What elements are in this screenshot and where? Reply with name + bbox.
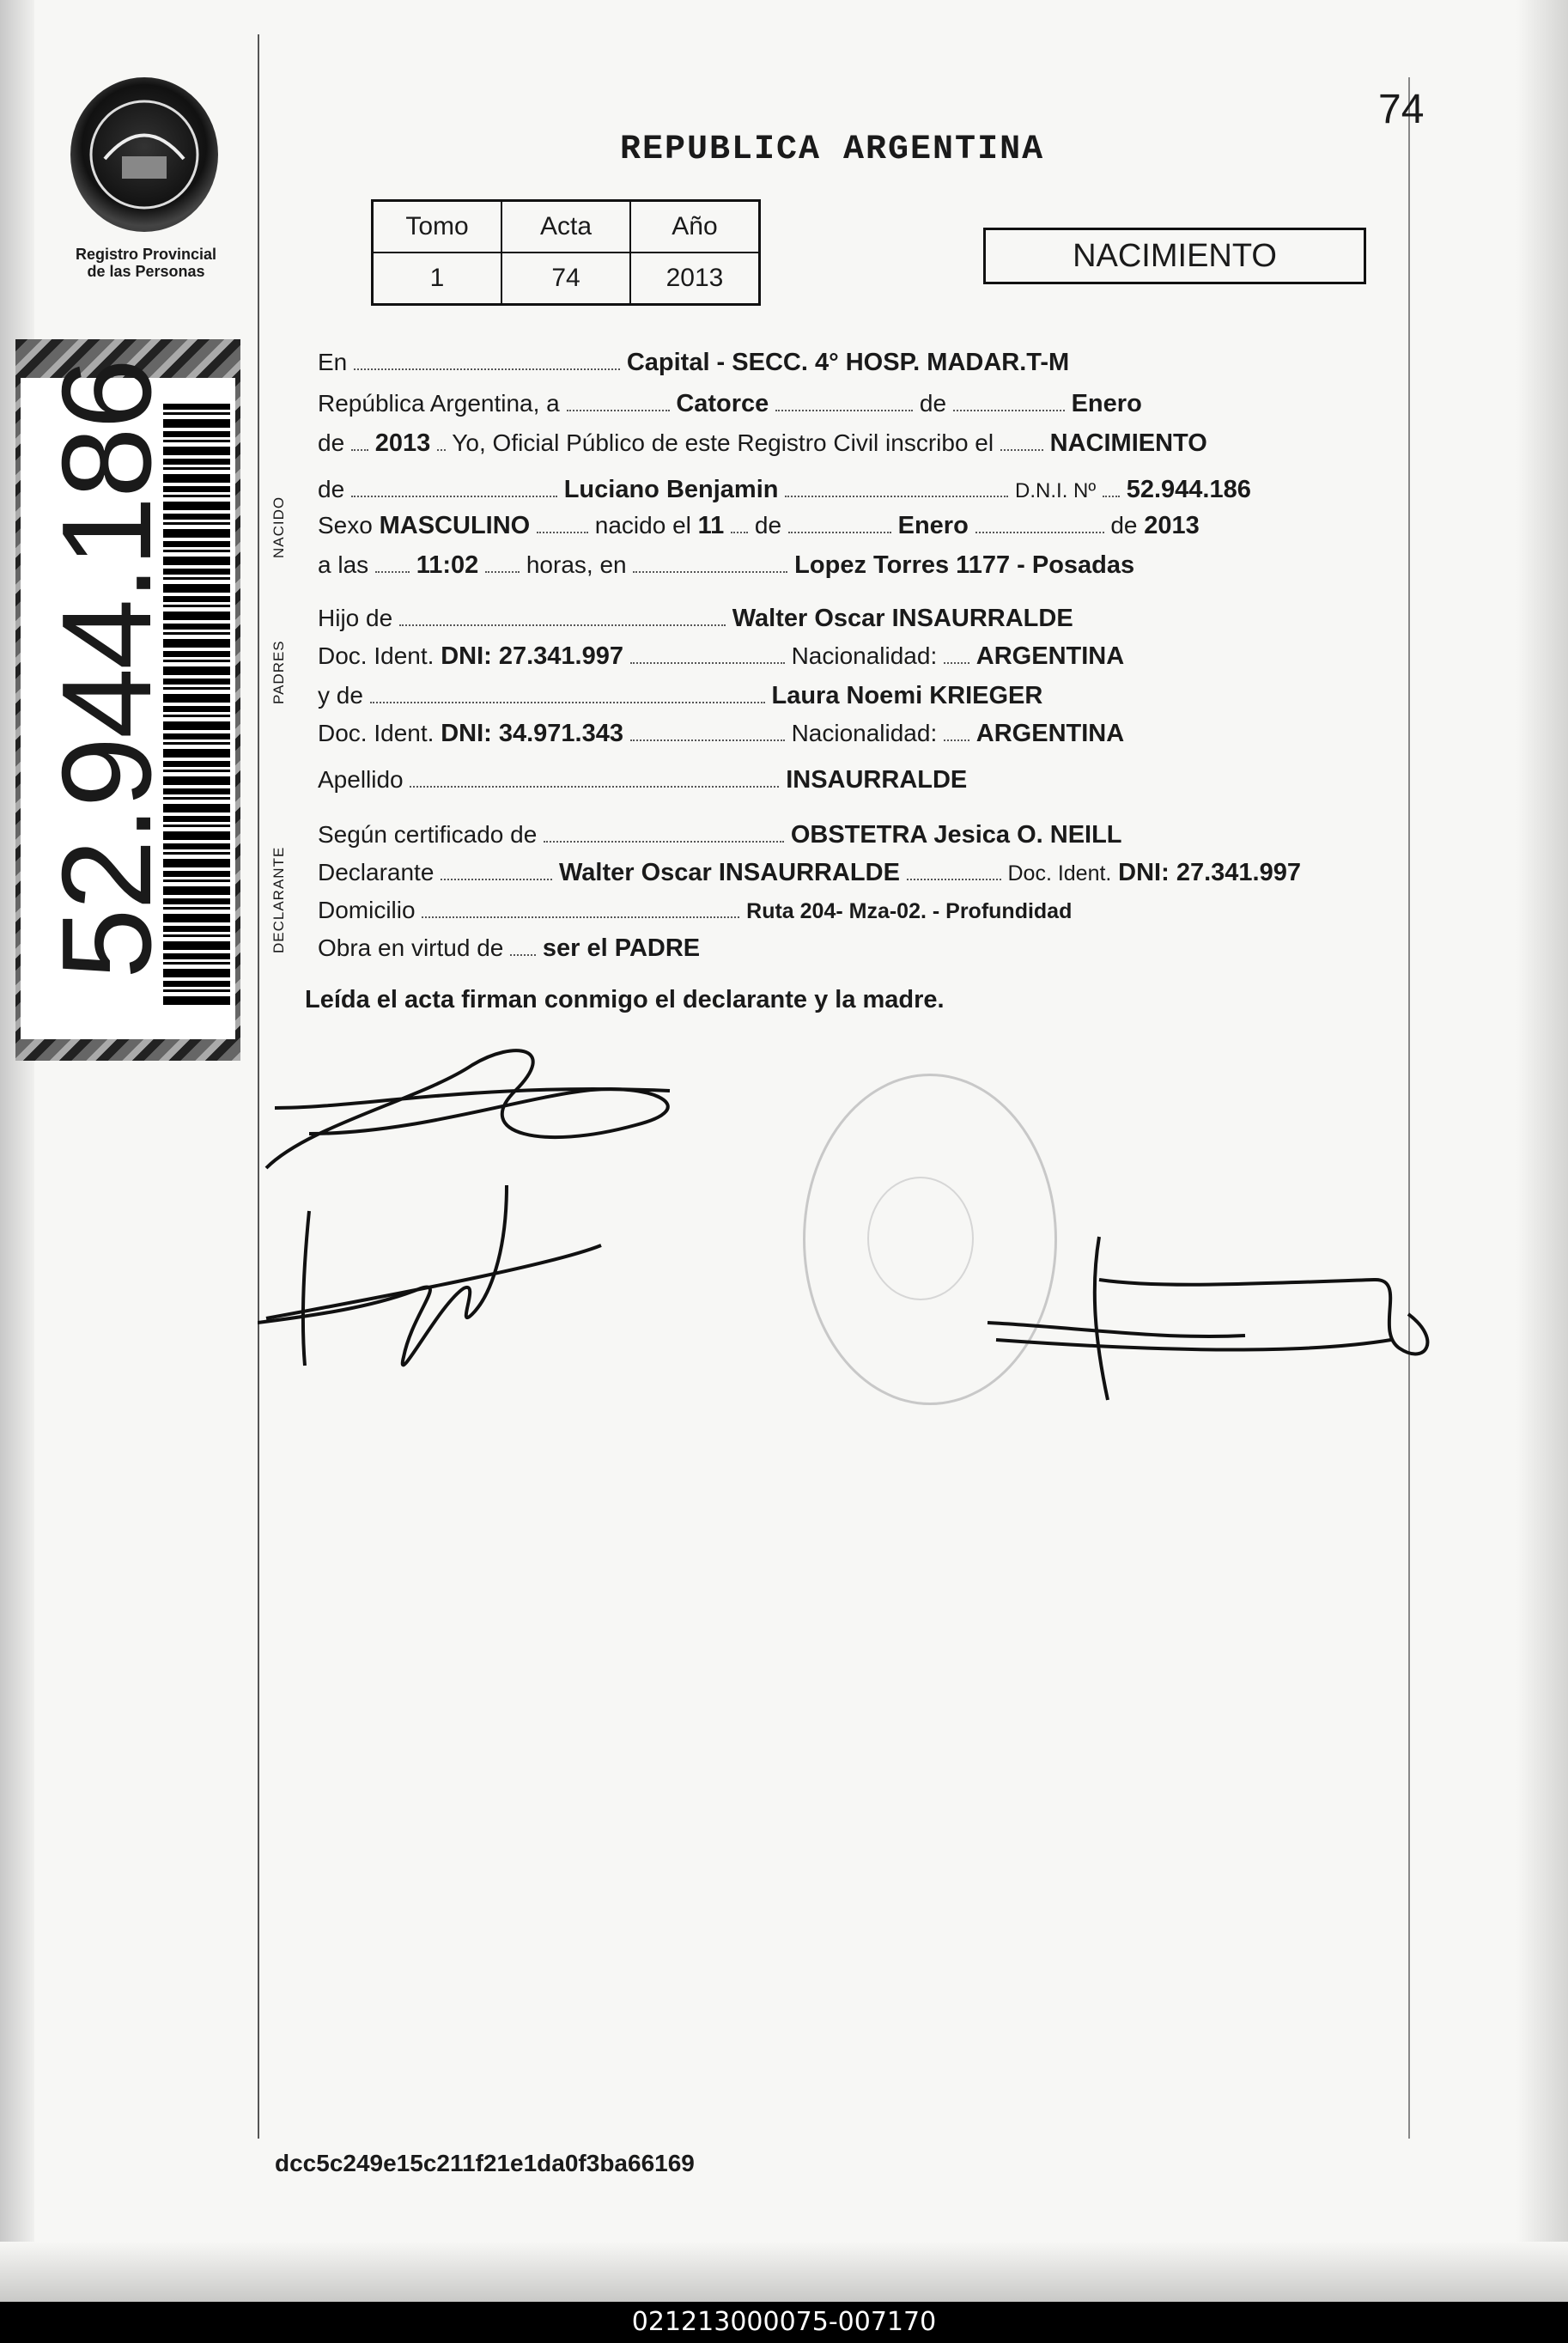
signatures bbox=[258, 1031, 1443, 1426]
footer-document-id: 021213000075-007170 bbox=[0, 2302, 1568, 2343]
row-fecha-inscripcion: República Argentina, a Catorce de Enero bbox=[318, 390, 1142, 417]
padre-nacionalidad-value: ARGENTINA bbox=[975, 642, 1125, 670]
table-value-acta: 74 bbox=[501, 253, 630, 305]
row-madre-doc: Doc. Ident. DNI: 34.971.343 Nacionalidad: ARGENTINA bbox=[318, 720, 1125, 747]
row-domicilio: Domicilio Ruta 204- Mza-02. - Profundidad bbox=[318, 897, 1073, 923]
lugar-nacimiento-value: Lopez Torres 1177 - Posadas bbox=[794, 551, 1135, 579]
row-apellido: Apellido INSAURRALDE bbox=[318, 766, 968, 794]
row-padre: Hijo de Walter Oscar INSAURRALDE bbox=[318, 605, 1073, 632]
nombre-value: Luciano Benjamin bbox=[563, 476, 779, 503]
madre-value: Laura Noemi KRIEGER bbox=[771, 682, 1043, 709]
record-type-box: NACIMIENTO bbox=[983, 228, 1366, 284]
page-number: 74 bbox=[1378, 87, 1425, 132]
certificado-value: OBSTETRA Jesica O. NEILL bbox=[790, 821, 1122, 849]
domicilio-value: Ruta 204- Mza-02. - Profundidad bbox=[746, 899, 1073, 923]
row-lugar: En Capital - SECC. 4° HOSP. MADAR.T-M bbox=[318, 349, 1070, 376]
table-header-anio: Año bbox=[630, 201, 760, 253]
madre-doc-value: DNI: 34.971.343 bbox=[441, 720, 623, 747]
row-hora-lugar: a las 11:02 horas, en Lopez Torres 1177 - Posadas bbox=[318, 551, 1135, 579]
padre-doc-value: DNI: 27.341.997 bbox=[441, 642, 623, 670]
side-label-nacido: NACIDO bbox=[270, 496, 287, 558]
signature-declarante-icon bbox=[258, 1185, 601, 1366]
declarante-doc-value: DNI: 27.341.997 bbox=[1118, 859, 1301, 886]
signature-madre-icon bbox=[988, 1237, 1427, 1400]
declarante-value: Walter Oscar INSAURRALDE bbox=[558, 859, 900, 886]
apellido-value: INSAURRALDE bbox=[786, 766, 968, 794]
side-label-padres: PADRES bbox=[270, 640, 287, 704]
mes-inscripcion-value: Enero bbox=[1071, 390, 1142, 417]
record-reference-table bbox=[371, 199, 761, 306]
closing-statement: Leída el acta firman conmigo el declarante y la madre. bbox=[305, 986, 945, 1013]
hora-value: 11:02 bbox=[416, 551, 479, 579]
dni-value: 52.944.186 bbox=[1126, 476, 1251, 503]
table-header-tomo: Tomo bbox=[373, 201, 502, 253]
dia-inscripcion-value: Catorce bbox=[676, 390, 769, 417]
scan-edge-bottom bbox=[0, 2242, 1568, 2302]
row-declarante: Declarante Walter Oscar INSAURRALDE Doc. Ident. DNI: 27.341.997 bbox=[318, 859, 1301, 886]
row-madre: y de Laura Noemi KRIEGER bbox=[318, 682, 1043, 709]
document-title: REPUBLICA ARGENTINA bbox=[620, 131, 1045, 169]
row-padre-doc: Doc. Ident. DNI: 27.341.997 Nacionalidad: ARGENTINA bbox=[318, 642, 1125, 670]
row-sexo-nacimiento: Sexo MASCULINO nacido el 11 de Enero de 2013 bbox=[318, 512, 1200, 539]
table-value-anio: 2013 bbox=[630, 253, 760, 305]
obra-value: ser el PADRE bbox=[542, 934, 701, 962]
table-value-tomo: 1 bbox=[373, 253, 502, 305]
row-anio-oficial: de 2013 Yo, Oficial Público de este Registro Civil inscribo el NACIMIENTO bbox=[318, 429, 1207, 457]
signature-official-icon bbox=[266, 1050, 670, 1168]
barcode-dni-number: 52.944.186 bbox=[36, 360, 178, 979]
anio-inscripcion-value: 2013 bbox=[374, 429, 431, 457]
lugar-inscripcion-value: Capital - SECC. 4° HOSP. MADAR.T-M bbox=[626, 349, 1070, 376]
side-label-declarante: DECLARANTE bbox=[270, 846, 287, 953]
table-header-acta: Acta bbox=[501, 201, 630, 253]
row-obra: Obra en virtud de ser el PADRE bbox=[318, 934, 701, 962]
sexo-value: MASCULINO bbox=[379, 512, 531, 539]
scan-edge-right bbox=[1516, 0, 1568, 2302]
issuer-caption: Registro Provincial de las Personas bbox=[75, 246, 217, 280]
province-seal-icon bbox=[70, 77, 218, 232]
nacido-mes-value: Enero bbox=[897, 512, 969, 539]
row-nombre: de Luciano Benjamin D.N.I. Nº 52.944.186 bbox=[318, 476, 1251, 503]
acto-value: NACIMIENTO bbox=[1049, 429, 1207, 457]
madre-nacionalidad-value: ARGENTINA bbox=[975, 720, 1125, 747]
nacido-dia-value: 11 bbox=[697, 512, 725, 539]
padre-value: Walter Oscar INSAURRALDE bbox=[732, 605, 1073, 632]
row-certificado: Según certificado de OBSTETRA Jesica O. NEILL bbox=[318, 821, 1122, 849]
document-hash: dcc5c249e15c211f21e1da0f3ba66169 bbox=[275, 2150, 695, 2176]
nacido-anio-value: 2013 bbox=[1144, 512, 1200, 539]
